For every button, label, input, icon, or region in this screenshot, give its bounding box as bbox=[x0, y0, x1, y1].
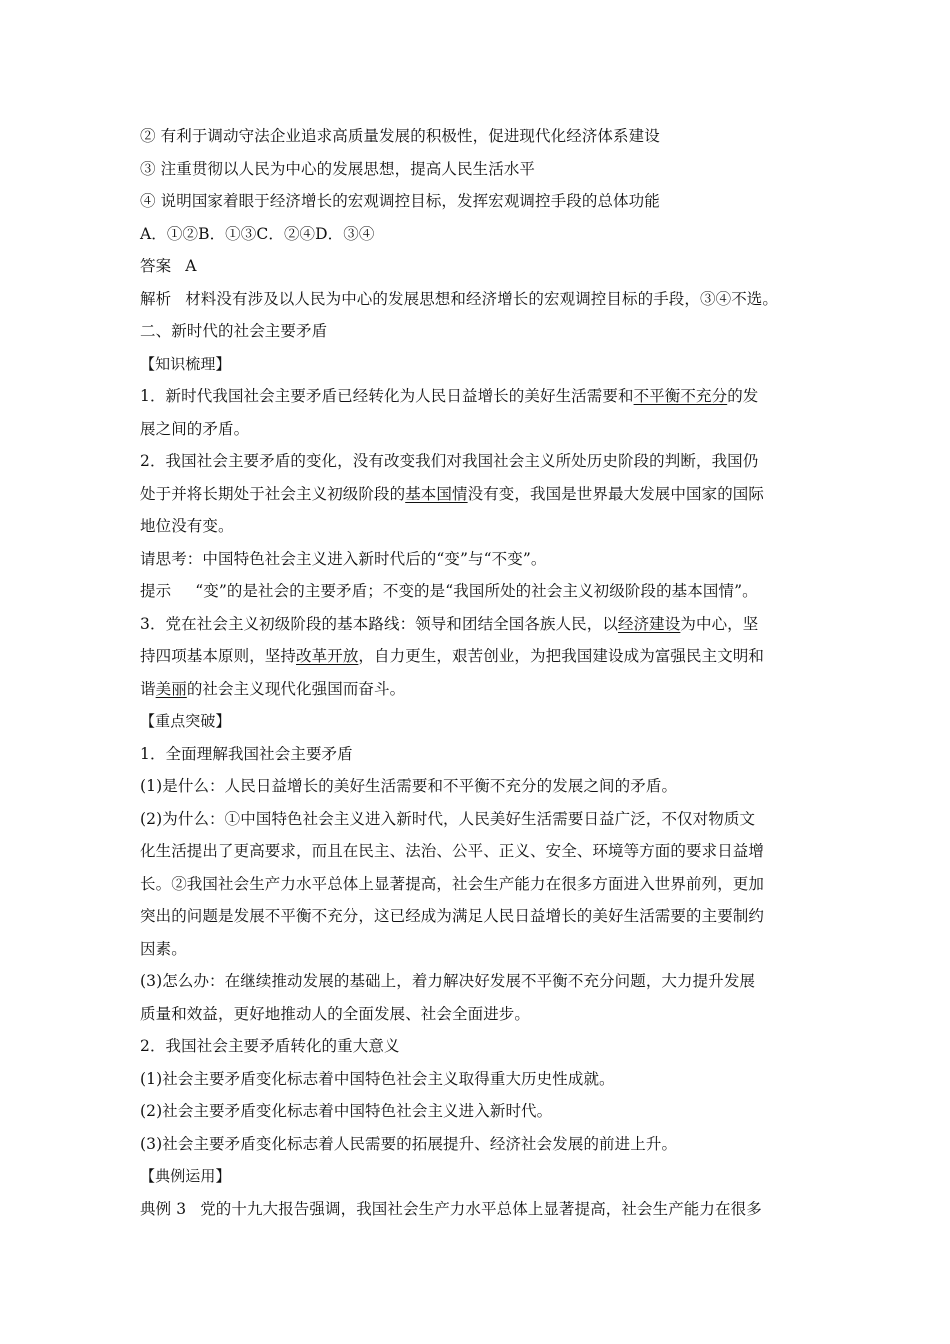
k1-blank: 不平衡不充分 bbox=[633, 387, 728, 405]
k3-blank-1: 经济建设 bbox=[617, 614, 681, 633]
hint-line bbox=[140, 575, 820, 608]
option-4: ④ 说明国家着眼于经济增长的宏观调控目标，发挥宏观调控手段的总体功能 bbox=[140, 192, 660, 210]
knowledge-item-3a bbox=[140, 608, 820, 641]
k3-text-d: ，自力更生，艰苦创业，为把我国建设成为富强民主文明和 bbox=[358, 647, 765, 665]
knowledge-item-2b bbox=[140, 478, 820, 511]
knowledge-heading: 【知识梳理】 bbox=[140, 354, 231, 373]
k2-text-b: 处于并将长期处于社会主义初级阶段的 bbox=[140, 484, 406, 503]
knowledge-item-2a: 2．我国社会主要矛盾的变化，没有改变我们对我国社会主义所处历史阶段的判断，我国仍 bbox=[140, 452, 759, 470]
example-label: 典例 3 bbox=[140, 1199, 187, 1218]
analysis-line bbox=[140, 283, 820, 316]
document-body bbox=[140, 120, 820, 1225]
k3-text-f: 的社会主义现代化强国而奋斗。 bbox=[186, 679, 406, 698]
knowledge-item-2c: 地位没有变。 bbox=[140, 517, 234, 535]
example-text: 党的十九大报告强调，我国社会生产力水平总体上显著提高，社会生产能力在很多 bbox=[200, 1199, 762, 1218]
point-1-what: (1)是什么：人民日益增长的美好生活需要和不平衡不充分的发展之间的矛盾。 bbox=[140, 777, 678, 795]
k3-text-e: 谐 bbox=[140, 679, 156, 698]
point-2-item-3: (3)社会主要矛盾变化标志着人民需要的拓展提升、经济社会发展的前进上升。 bbox=[140, 1134, 678, 1153]
k3-blank-2: 改革开放 bbox=[296, 647, 359, 665]
point-1-title: 1．全面理解我国社会主要矛盾 bbox=[140, 744, 353, 763]
example-heading: 【典例运用】 bbox=[140, 1167, 231, 1185]
answer-label: 答案 bbox=[140, 257, 172, 275]
knowledge-item-3b bbox=[140, 640, 820, 673]
think-question: 请思考：中国特色社会主义进入新时代后的“变”与“不变”。 bbox=[140, 549, 547, 568]
option-2: ② 有利于调动守法企业追求高质量发展的积极性，促进现代化经济体系建设 bbox=[140, 127, 660, 145]
knowledge-item-1b: 展之间的矛盾。 bbox=[140, 419, 250, 438]
answer-choices: A．①②B．①③C．②④D．③④ bbox=[140, 224, 375, 243]
point-1-why-a: (2)为什么：①中国特色社会主义进入新时代，人民美好生活需要日益广泛，不仅对物质文 bbox=[140, 809, 756, 828]
answer-value: A bbox=[185, 257, 197, 275]
point-2-item-2: (2)社会主要矛盾变化标志着中国特色社会主义进入新时代。 bbox=[140, 1102, 553, 1120]
point-1-why-c: 长。②我国社会生产力水平总体上显著提高，社会生产能力在很多方面进入世界前列，更加 bbox=[140, 874, 765, 893]
point-1-why-d: 突出的问题是发展不平衡不充分，这已经成为满足人民日益增长的美好生活需要的主要制约 bbox=[140, 907, 765, 925]
option-3: ③ 注重贯彻以人民为中心的发展思想，提高人民生活水平 bbox=[140, 159, 536, 178]
point-1-why-b: 化生活提出了更高要求，而且在民主、法治、公平、正义、安全、环境等方面的要求日益增 bbox=[140, 842, 765, 860]
section-title: 二、新时代的社会主要矛盾 bbox=[140, 322, 328, 340]
example-line bbox=[140, 1193, 820, 1226]
k3-blank-3: 美丽 bbox=[155, 679, 187, 698]
analysis-text: 材料没有涉及以人民为中心的发展思想和经济增长的宏观调控目标的手段，③④不选。 bbox=[185, 289, 779, 308]
k1-text-b: 的发 bbox=[727, 387, 759, 405]
point-1-how-b: 质量和效益，更好地推动人的全面发展、社会全面进步。 bbox=[140, 1004, 531, 1023]
hint-label: 提示 bbox=[140, 582, 172, 600]
k3-text-a: 3．党在社会主义初级阶段的基本路线：领导和团结全国各族人民，以 bbox=[140, 614, 618, 633]
knowledge-item-1a bbox=[140, 380, 820, 413]
k3-text-b: 为中心，坚 bbox=[680, 614, 759, 633]
point-1-why-e: 因素。 bbox=[140, 939, 187, 958]
k1-text-a: 1．新时代我国社会主要矛盾已经转化为人民日益增长的美好生活需要和 bbox=[140, 387, 634, 405]
point-2-title: 2．我国社会主要矛盾转化的重大意义 bbox=[140, 1037, 400, 1055]
point-2-item-1: (1)社会主要矛盾变化标志着中国特色社会主义取得重大历史性成就。 bbox=[140, 1069, 615, 1088]
point-1-how-a: (3)怎么办：在继续推动发展的基础上，着力解决好发展不平衡不充分问题，大力提升发展 bbox=[140, 972, 756, 990]
key-points-heading: 【重点突破】 bbox=[140, 712, 231, 730]
k2-text-c: 没有变，我国是世界最大发展中国家的国际 bbox=[467, 484, 765, 503]
k2-blank: 基本国情 bbox=[405, 484, 468, 503]
hint-text: “变”的是社会的主要矛盾；不变的是“我国所处的社会主义初级阶段的基本国情”。 bbox=[195, 582, 758, 600]
k3-text-c: 持四项基本原则，坚持 bbox=[140, 647, 297, 665]
knowledge-item-3c bbox=[140, 673, 820, 706]
analysis-label: 解析 bbox=[140, 289, 172, 308]
answer-line bbox=[140, 250, 820, 283]
